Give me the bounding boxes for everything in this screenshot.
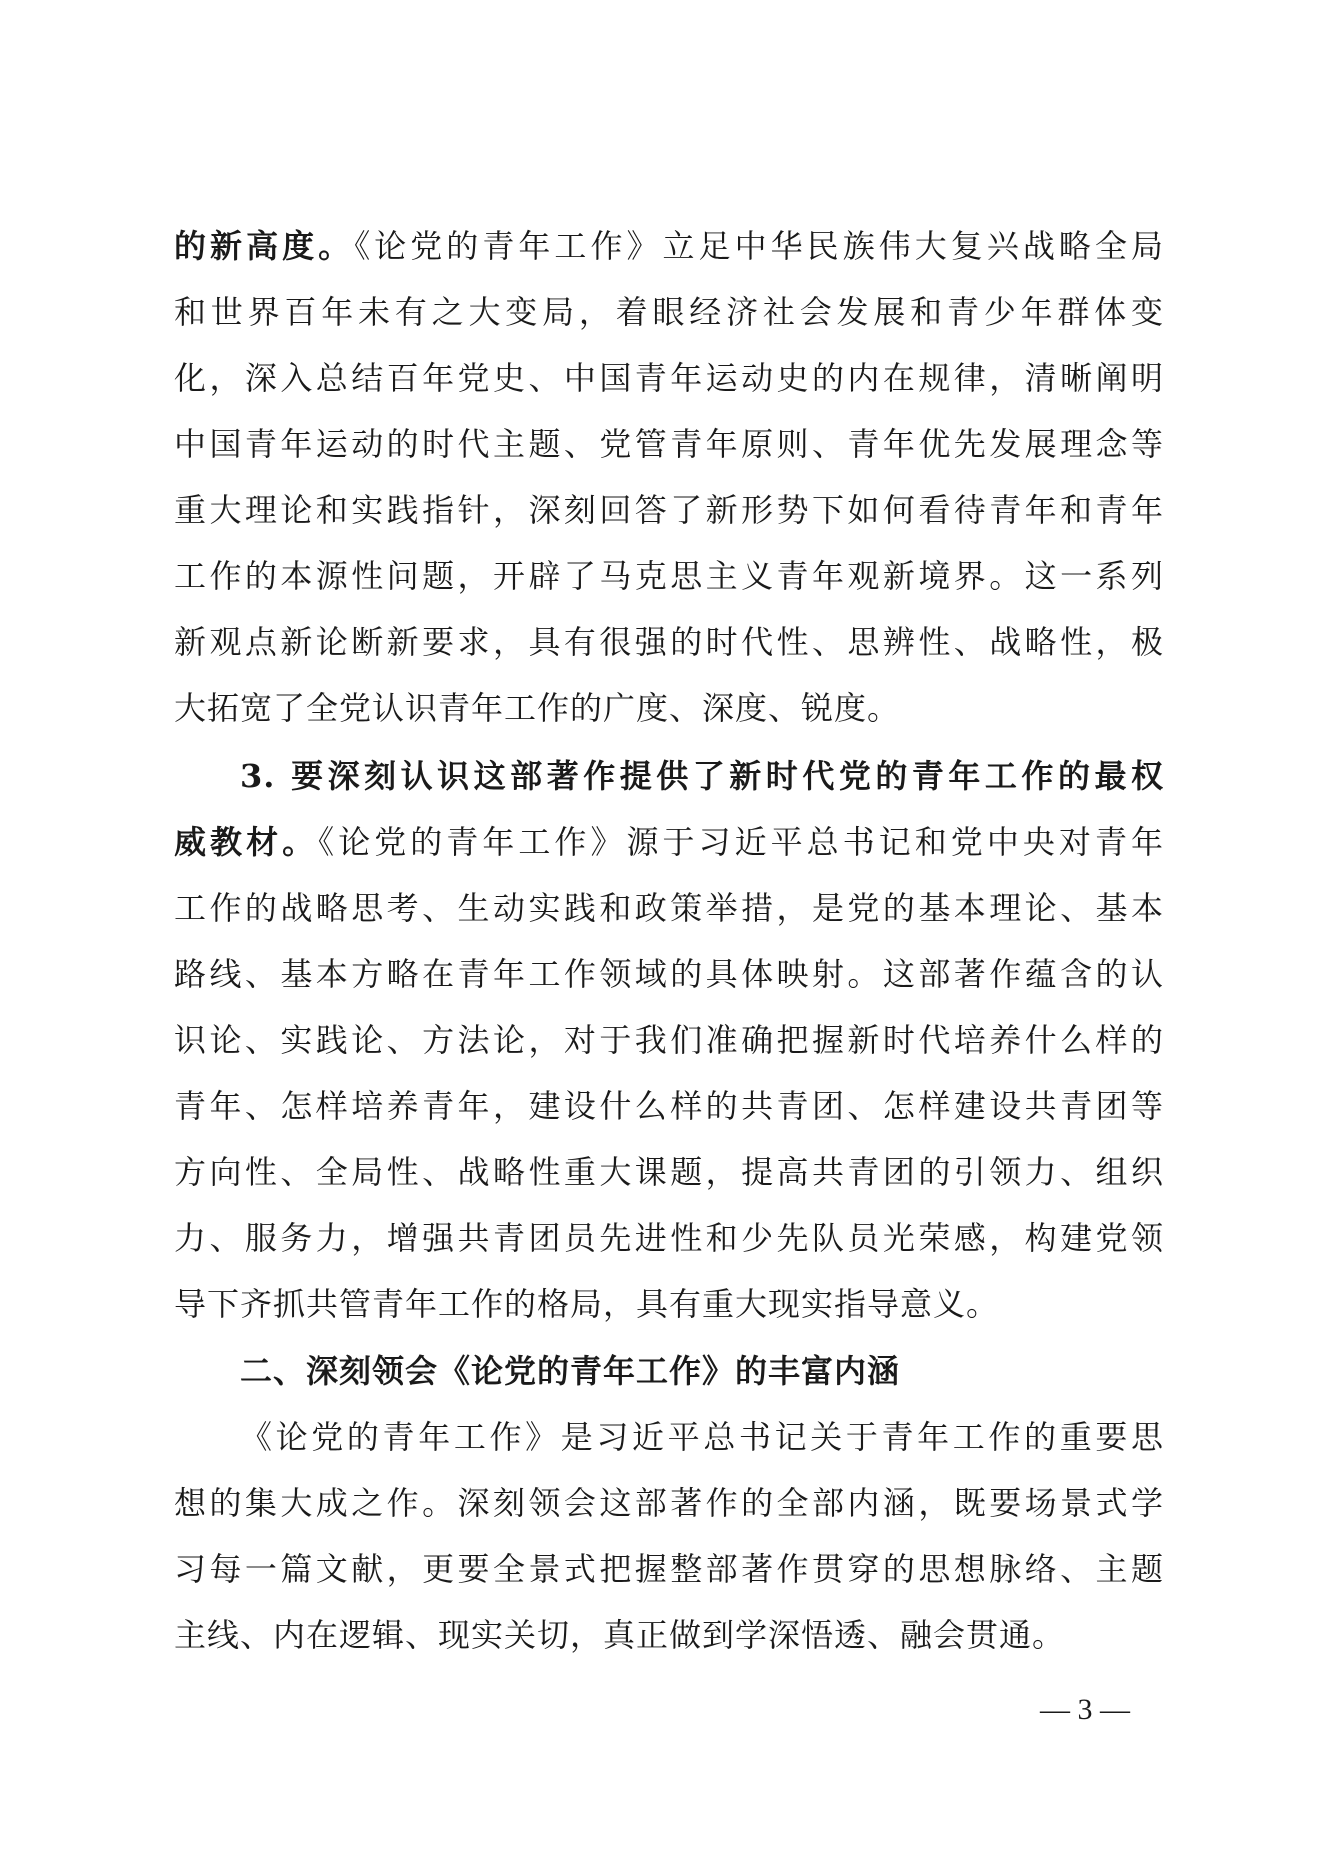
paragraph-1-line-7: 新观点新论断新要求，具有很强的时代性、思辨性、战略性，极 xyxy=(174,623,1164,661)
paragraph-2-line-6: 青年、怎样培养青年，建设什么样的共青团、怎样建设共青团等 xyxy=(174,1087,1164,1125)
page-number: — 3 — xyxy=(1040,1693,1130,1726)
paragraph-2-line-8: 力、服务力，增强共青团员先进性和少先队员光荣感，构建党领 xyxy=(174,1219,1164,1257)
paragraph-2-line-9: 导下齐抓共管青年工作的格局，具有重大现实指导意义。 xyxy=(174,1285,1000,1323)
paragraph-1-bold-lead: 的新高度。 xyxy=(174,227,355,265)
paragraph-2-line-3: 工作的战略思考、生动实践和政策举措，是党的基本理论、基本 xyxy=(174,889,1164,927)
paragraph-2-line-5: 识论、实践论、方法论，对于我们准确把握新时代培养什么样的 xyxy=(174,1021,1164,1059)
paragraph-1-line-5: 重大理论和实践指针，深刻回答了新形势下如何看待青年和青年 xyxy=(174,491,1164,529)
paragraph-3-line-2: 想的集大成之作。深刻领会这部著作的全部内涵，既要场景式学 xyxy=(174,1484,1164,1522)
paragraph-1-line-3: 化，深入总结百年党史、中国青年运动史的内在规律，清晰阐明 xyxy=(174,359,1164,397)
paragraph-1-line-6: 工作的本源性问题，开辟了马克思主义青年观新境界。这一系列 xyxy=(174,557,1164,595)
paragraph-2-line-1: 3. 要深刻认识这部著作提供了新时代党的青年工作的最权 xyxy=(240,757,1164,795)
paragraph-1-line-2: 和世界百年未有之大变局，着眼经济社会发展和青少年群体变 xyxy=(174,293,1164,331)
section-heading: 二、深刻领会《论党的青年工作》的丰富内涵 xyxy=(240,1352,901,1390)
paragraph-2-line-2 xyxy=(174,817,1164,867)
paragraph-1-line-8: 大拓宽了全党认识青年工作的广度、深度、锐度。 xyxy=(174,689,901,727)
paragraph-2-line-7: 方向性、全局性、战略性重大课题，提高共青团的引领力、组织 xyxy=(174,1153,1164,1191)
paragraph-2-bold-lead: 威教材。 xyxy=(174,823,319,861)
paragraph-3-line-1: 《论党的青年工作》是习近平总书记关于青年工作的重要思 xyxy=(240,1418,1164,1456)
paragraph-1-line-4: 中国青年运动的时代主题、党管青年原则、青年优先发展理念等 xyxy=(174,425,1164,463)
paragraph-1-line-1 xyxy=(174,221,1164,271)
paragraph-1-line-1-text: 《论党的青年工作》立足中华民族伟大复兴战略全局 xyxy=(354,227,1164,265)
paragraph-2-line-2-text: 《论党的青年工作》源于习近平总书记和党中央对青年 xyxy=(318,823,1164,861)
paragraph-3-line-4: 主线、内在逻辑、现实关切，真正做到学深悟透、融会贯通。 xyxy=(174,1616,1066,1654)
paragraph-3-line-3: 习每一篇文献，更要全景式把握整部著作贯穿的思想脉络、主题 xyxy=(174,1550,1164,1588)
paragraph-2-line-4: 路线、基本方略在青年工作领域的具体映射。这部著作蕴含的认 xyxy=(174,955,1164,993)
